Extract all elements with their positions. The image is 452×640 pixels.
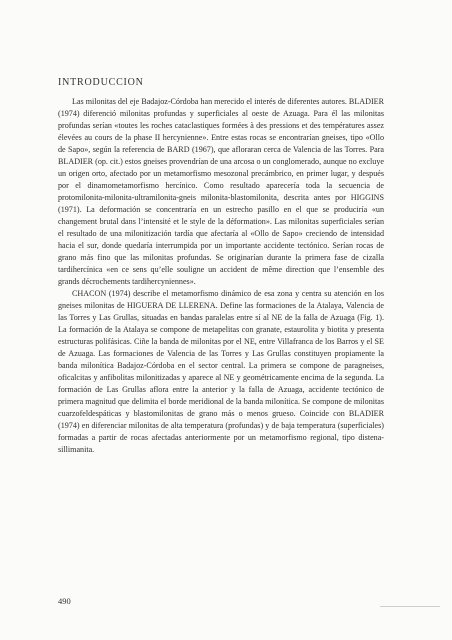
paragraph-1: Las milonitas del eje Badajoz-Córdoba han merecido el interés de diferentes autores. BLADIER (1974) diferenció milonitas profundas y superficiales al oeste de Azuaga. Para él las milonitas profundas serían «toutes les roches cataclastiques formées à des pressions et des températures assez élevées au cours de la phase II hercynienne». Entre estas rocas se encontrarían gneises, tipo «Ollo de Sapo», según la referencia de BARD (1967), que afloraran cerca de Valencia de las Torres. Para BLADIER (op. cit.) estos gneises provendrían de una arcosa o un conglomerado, aunque no excluye un origen orto, afectado por un metamorfismo mesozonal precámbrico, en primer lugar, y después por el dinamometamorfismo hercínico. Como resultado aparecería toda la secuencia de protomilonita-milonita-ultramilonita-gneis milonita-blastomilonita, descrita antes por HIGGINS (1971). La deformación se concentraría en un estrecho pasillo en el que se produciría «un changement brutal dans l’intensité et le style de la déformation». Las milonitas superficiales serían el resultado de una milonitización tardía que afectaría al «Ollo de Sapo» creciendo de intensidad hacia el sur, donde quedaría interrumpida por un importante accidente tectónico. Serían rocas de grano más fino que las milonitas profundas. Se originarían durante la primera fase de cizalla tardihercínica «en ce sens qu’elle souligne un accident de même direction que l’ensemble des grands décrochements tardihercyniennes». — [58, 97, 384, 286]
body-text — [58, 96, 384, 456]
section-heading: INTRODUCCION — [58, 77, 144, 88]
paragraph-2: CHACON (1974) describe el metamorfismo dinámico de esa zona y centra su atención en los gneises milonitas de HIGUERA DE LLERENA. Define las formaciones de la Atalaya, Valencia de las Torres y Las Grullas, situadas en bandas paralelas entre sí al NE de la falla de Azuaga (Fig. 1). La formación de la Atalaya se compone de metapelitas con granate, estaurolita y biotita y presenta estructuras polifásicas. Ciñe la banda de milonitas por el NE, entre Villafranca de los Barros y el SE de Azuaga. Las formaciones de Valencia de las Torres y Las Grullas constituyen propiamente la banda milonítica Badajoz-Córdoba en el sector central. La primera se compone de paragneises, oficalcitas y anfibolitas milonitizadas y aparece al NE y geométricamente encima de la segunda. La formación de Las Grullas aflora entre la anterior y la falla de Azuaga, accidente tectónico de primera magnitud que delimita el borde meridional de la banda milonítica. Se compone de milonitas cuarzofeldespáticas y blastomilonitas de grano más o menos grueso. Coincide con BLADIER (1974) en diferenciar milonitas de alta temperatura (profundas) y de baja temperatura (superficiales) formadas a partir de rocas afectadas anteriormente por un metamorfismo regional, tipo distena-sillimanita. — [58, 289, 384, 454]
scan-mark — [380, 606, 440, 607]
page-number: 490 — [58, 596, 71, 606]
